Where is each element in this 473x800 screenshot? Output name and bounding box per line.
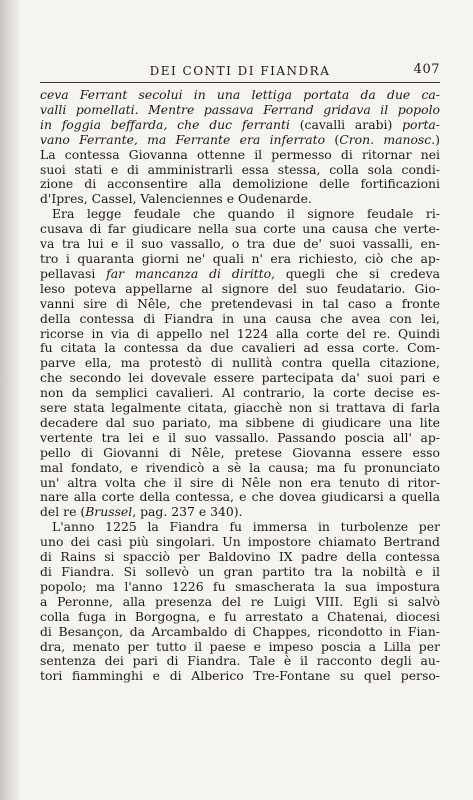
roman-text: )	[435, 132, 440, 147]
italic-text: porta-	[402, 117, 440, 132]
roman-text: sentenza dei pari di Fiandra. Tale è il racconto degli au-	[40, 654, 440, 669]
roman-text: parve ella, ma protestò di nullità contra quella citazione,	[40, 356, 440, 371]
text-line	[40, 177, 440, 192]
text-line	[40, 312, 440, 327]
roman-text: cusava di far giudicare nella sua corte una causa che verte-	[40, 222, 440, 237]
text-line	[40, 103, 440, 118]
roman-text: colla fuga in Borgogna, e fu arrestato a Chatenai, diocesi	[40, 609, 440, 624]
roman-text: non da semplici cavalieri. Al contrario, la corte decise es-	[40, 386, 440, 401]
roman-text: popolo; ma l'anno 1226 fu smascherata la sua impostura	[40, 579, 440, 594]
book-page	[40, 62, 440, 782]
text-line	[40, 416, 440, 431]
roman-text: di Rains si spacciò per Baldovino IX padre della contessa	[40, 550, 440, 565]
roman-text: La contessa Giovanna ottenne il permesso di ritornar nei	[40, 147, 440, 162]
text-line	[40, 371, 440, 386]
roman-text: decadere dal suo pariato, ma sibbene di giudicare una lite	[40, 415, 440, 430]
text-line	[40, 386, 440, 401]
roman-text: , quegli che si credeva	[271, 266, 440, 281]
italic-text: Brussel	[85, 505, 133, 520]
italic-text: vano Ferrante, ma Ferrante era inferrato	[40, 132, 335, 147]
text-line	[40, 222, 440, 237]
text-line	[40, 550, 440, 565]
roman-text: che secondo lei dovevale essere partecipata da' suoi pari e	[40, 371, 440, 386]
roman-text: pellavasi	[40, 266, 107, 281]
text-line	[40, 446, 440, 461]
roman-text: sere stata legalmente citata, giacchè non si trattava di farla	[40, 401, 440, 416]
text-line	[40, 476, 440, 491]
roman-text: pello di Giovanni di Nêle, pretese Giovanna essere esso	[40, 445, 440, 460]
text-line	[40, 148, 440, 163]
text-line	[40, 640, 440, 655]
roman-text: , pag. 237 e 340).	[132, 505, 243, 520]
roman-text: un' altra volta che il sire di Nêle non era tenuto di ritor-	[40, 475, 440, 490]
roman-text: della contessa di Fiandra in una causa che avea con lei,	[40, 311, 440, 326]
text-line	[40, 133, 440, 148]
roman-text: nare alla corte della contessa, e che dovea giudicarsi a quella	[40, 490, 440, 505]
roman-text: Era legge feudale che quando il signore feudale ri-	[52, 207, 440, 222]
text-line	[40, 341, 440, 356]
book-gutter-shadow	[0, 0, 22, 800]
roman-text: uno dei casi più singolari. Un impostore chiamato Bertrand	[40, 535, 440, 550]
text-line	[40, 461, 440, 476]
text-line	[40, 565, 440, 580]
text-line	[40, 297, 440, 312]
text-line	[40, 669, 440, 684]
roman-text: (cavalli arabi)	[299, 117, 403, 132]
roman-text: suoi stati e di amministrarli essa stessa, colla sola condi-	[40, 162, 440, 177]
text-line	[40, 535, 440, 550]
body-text	[40, 88, 440, 684]
italic-text: ceva Ferrant secolui in una lettiga portata da due ca-	[40, 88, 440, 102]
text-line	[40, 505, 440, 520]
text-line	[40, 625, 440, 640]
roman-text: vertente tra lei e il suo vassallo. Passando poscia all' ap-	[40, 430, 440, 445]
italic-text: in foggia beffarda, che duc ferranti	[40, 117, 300, 132]
text-line	[40, 401, 440, 416]
text-line	[40, 237, 440, 252]
text-line	[40, 610, 440, 625]
text-line	[40, 431, 440, 446]
text-line	[40, 327, 440, 342]
text-line	[40, 654, 440, 669]
text-line	[40, 520, 440, 535]
text-line	[40, 595, 440, 610]
italic-text: far mancanza di diritto	[106, 266, 272, 281]
text-line	[40, 580, 440, 595]
text-line	[40, 356, 440, 371]
text-line	[40, 192, 440, 207]
roman-text: dra, menato per tutto il paese e impeso poscia a Lilla per	[40, 639, 440, 654]
text-line	[40, 282, 440, 297]
roman-text: tori fiamminghi e di Alberico Tre-Fontane su quel perso-	[40, 669, 440, 684]
text-line	[40, 118, 440, 133]
roman-text: di Fiandra. Si sollevò un gran partito tra la nobiltà e il	[40, 565, 440, 579]
roman-text: leso poteva appellarne al signore del suo feudatario. Gio-	[40, 281, 440, 296]
roman-text: fu citata la contessa da due cavalieri ad essa corte. Com-	[40, 341, 440, 356]
text-line	[40, 252, 440, 267]
roman-text: va tra lui e il suo vassallo, o tra due de' suoi vassalli, en-	[40, 237, 440, 252]
roman-text: d'Ipres, Cassel, Valenciennes e Oudenarde.	[40, 192, 312, 207]
text-line	[40, 490, 440, 505]
italic-text: Cron. manosc.	[339, 132, 436, 147]
roman-text: tro i quaranta giorni ne' quali n' era richiesto, ciò che ap-	[40, 251, 440, 266]
header-rule	[40, 82, 440, 83]
roman-text: L'anno 1225 la Fiandra fu immersa in turbolenze per	[52, 520, 440, 535]
running-header	[40, 62, 440, 82]
text-line	[40, 267, 440, 282]
roman-text: a Peronne, alla presenza del re Luigi VIII. Egli si salvò	[40, 594, 440, 609]
roman-text: vanni sire di Nêle, che pretendevasi in tal caso a fronte	[40, 296, 440, 311]
roman-text: ricorse in via di appello nel 1224 alla corte del re. Quindi	[40, 326, 440, 341]
italic-text: valli pomellati. Mentre passava Ferrand gridava il popolo	[40, 102, 440, 117]
paragraph	[40, 207, 440, 520]
roman-text: (	[334, 132, 340, 147]
roman-text: mal fondato, e rivendicò a sè la causa; ma fu pronunciato	[40, 460, 440, 475]
roman-text: di Besançon, da Arcambaldo di Chappes, ricondotto in Fian-	[40, 624, 440, 639]
text-line	[40, 207, 440, 222]
paragraph	[40, 520, 440, 684]
text-line	[40, 163, 440, 178]
running-title: DEI CONTI DI FIANDRA	[149, 64, 331, 78]
paragraph	[40, 88, 440, 207]
roman-text: del re (	[40, 505, 86, 520]
text-line	[40, 88, 440, 103]
page-number: 407	[413, 62, 440, 77]
roman-text: zione di acconsentire alla demolizione delle fortificazioni	[40, 177, 440, 192]
